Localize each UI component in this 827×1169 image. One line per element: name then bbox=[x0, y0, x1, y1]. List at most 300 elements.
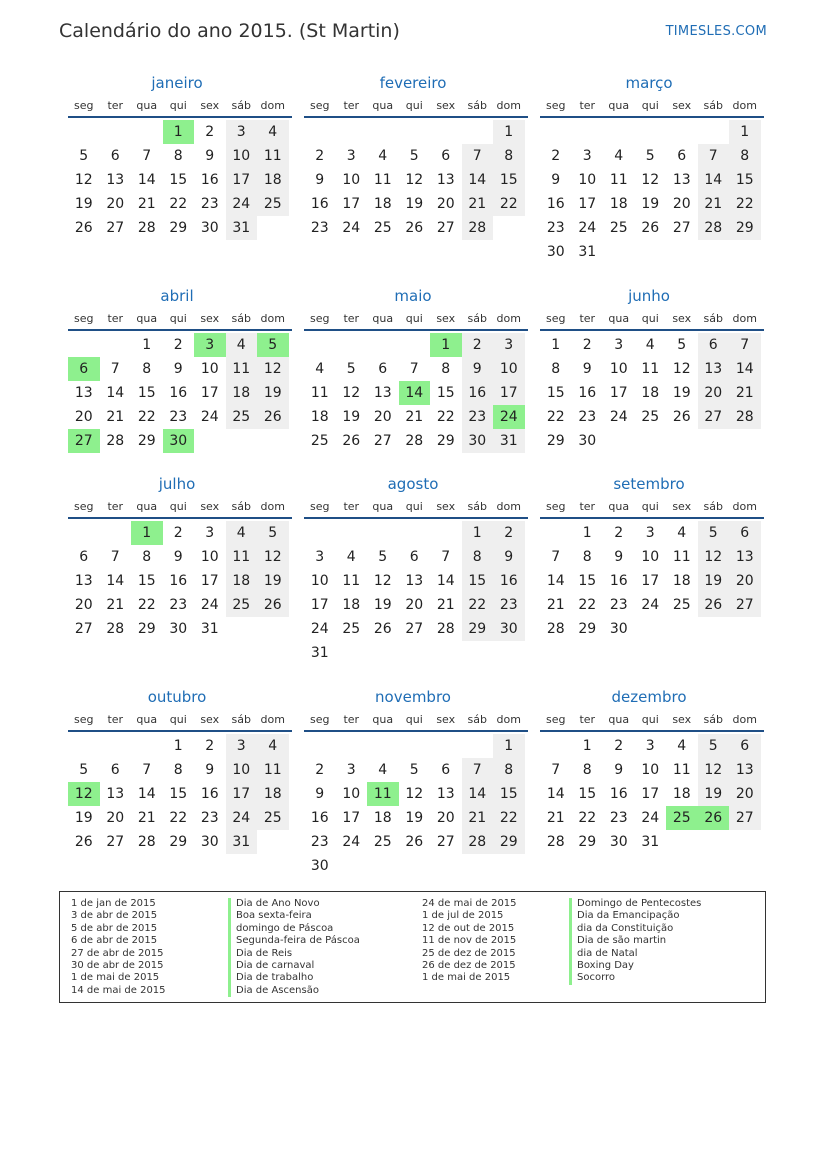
weekday-header bbox=[68, 307, 292, 331]
legend-date: 1 de mai de 2015 bbox=[422, 972, 511, 984]
weekday-label: sex bbox=[436, 98, 456, 112]
weekday-label: sex bbox=[672, 98, 692, 112]
day-cell: 13 bbox=[436, 172, 455, 188]
day-cell: 28 bbox=[405, 433, 424, 449]
day-cell: 21 bbox=[106, 597, 125, 613]
day-cell: 19 bbox=[74, 810, 93, 826]
legend-holiday-name: Segunda-feira de Páscoa bbox=[228, 935, 360, 947]
day-cell: 3 bbox=[645, 525, 655, 541]
weekday-label: sex bbox=[436, 712, 456, 726]
day-cell: 5 bbox=[378, 549, 388, 565]
day-cell: 16 bbox=[310, 196, 329, 212]
weekday-label: sáb bbox=[467, 311, 487, 325]
day-cell: 18 bbox=[226, 381, 258, 405]
day-cell: 26 bbox=[373, 621, 392, 637]
day-cell: 30 bbox=[462, 429, 494, 453]
day-cell: 20 bbox=[698, 381, 730, 405]
day-cell: 27 bbox=[729, 593, 761, 617]
day-cell: 10 bbox=[578, 172, 597, 188]
day-cell: 23 bbox=[310, 834, 329, 850]
day-cell: 9 bbox=[493, 545, 525, 569]
day-cell: 24 bbox=[641, 597, 660, 613]
day-cell: 5 bbox=[79, 148, 89, 164]
day-cell: 13 bbox=[106, 786, 125, 802]
day-cell: 25 bbox=[672, 597, 691, 613]
legend-date: 26 de dez de 2015 bbox=[422, 960, 516, 972]
legend-date: 1 de mai de 2015 bbox=[71, 972, 160, 984]
day-cell: 24 bbox=[609, 409, 628, 425]
day-cell: 16 bbox=[609, 573, 628, 589]
day-cell: 11 bbox=[641, 361, 660, 377]
day-cell: 6 bbox=[729, 734, 761, 758]
day-grid bbox=[68, 521, 288, 641]
day-cell: 1 bbox=[142, 337, 152, 353]
day-cell: 8 bbox=[142, 549, 152, 565]
day-grid bbox=[68, 333, 288, 453]
weekday-label: dom bbox=[496, 98, 521, 112]
day-cell: 24 bbox=[200, 409, 219, 425]
day-cell: 12 bbox=[342, 385, 361, 401]
day-cell: 23 bbox=[578, 409, 597, 425]
day-cell: 19 bbox=[698, 782, 730, 806]
holiday-day: 1 bbox=[131, 521, 163, 545]
month-dezembro bbox=[538, 686, 760, 854]
weekday-label: ter bbox=[343, 499, 360, 513]
day-cell: 10 bbox=[641, 549, 660, 565]
day-cell: 2 bbox=[205, 124, 215, 140]
legend-holiday-name: Dia de trabalho bbox=[228, 972, 360, 984]
day-cell: 18 bbox=[672, 573, 691, 589]
weekday-label: sex bbox=[436, 311, 456, 325]
empty-cell bbox=[100, 521, 132, 545]
day-cell: 7 bbox=[462, 758, 494, 782]
day-cell: 6 bbox=[441, 148, 451, 164]
day-cell: 16 bbox=[462, 381, 494, 405]
brand-link[interactable]: TIMESLES.COM bbox=[665, 24, 767, 39]
day-cell: 20 bbox=[106, 810, 125, 826]
day-cell: 18 bbox=[257, 782, 289, 806]
legend-holiday-name: Domingo de Pentecostes bbox=[569, 898, 701, 910]
day-cell: 19 bbox=[405, 196, 424, 212]
day-cell: 27 bbox=[106, 834, 125, 850]
day-cell: 23 bbox=[462, 405, 494, 429]
day-cell: 8 bbox=[582, 549, 592, 565]
day-cell: 25 bbox=[641, 409, 660, 425]
day-cell: 30 bbox=[609, 621, 628, 637]
day-cell: 19 bbox=[257, 381, 289, 405]
day-cell: 10 bbox=[641, 762, 660, 778]
day-cell: 24 bbox=[578, 220, 597, 236]
month-junho bbox=[538, 285, 760, 453]
holiday-day: 25 bbox=[666, 806, 698, 830]
day-cell: 25 bbox=[373, 220, 392, 236]
day-cell: 3 bbox=[582, 148, 592, 164]
day-cell: 2 bbox=[614, 525, 624, 541]
month-name: março bbox=[625, 74, 673, 92]
day-cell: 3 bbox=[205, 525, 215, 541]
weekday-label: sex bbox=[672, 311, 692, 325]
empty-cell bbox=[572, 120, 604, 144]
day-cell: 10 bbox=[493, 357, 525, 381]
day-cell: 25 bbox=[342, 621, 361, 637]
day-cell: 31 bbox=[578, 244, 597, 260]
weekday-label: sex bbox=[672, 499, 692, 513]
day-cell: 28 bbox=[462, 216, 494, 240]
day-cell: 15 bbox=[137, 385, 156, 401]
day-cell: 17 bbox=[200, 573, 219, 589]
empty-cell bbox=[430, 734, 462, 758]
day-cell: 25 bbox=[373, 834, 392, 850]
legend-date: 30 de abr de 2015 bbox=[71, 960, 164, 972]
day-cell: 14 bbox=[698, 168, 730, 192]
day-cell: 9 bbox=[614, 549, 624, 565]
day-cell: 3 bbox=[645, 738, 655, 754]
weekday-header bbox=[540, 307, 764, 331]
day-cell: 25 bbox=[257, 806, 289, 830]
day-cell: 12 bbox=[373, 573, 392, 589]
weekday-label: sex bbox=[436, 499, 456, 513]
day-cell: 12 bbox=[672, 361, 691, 377]
legend-holiday-name: Socorro bbox=[569, 972, 701, 984]
day-cell: 2 bbox=[315, 762, 325, 778]
day-cell: 4 bbox=[378, 148, 388, 164]
day-cell: 23 bbox=[546, 220, 565, 236]
day-cell: 11 bbox=[257, 758, 289, 782]
day-cell: 28 bbox=[698, 216, 730, 240]
legend-dates-col-1 bbox=[71, 898, 166, 997]
legend-date: 3 de abr de 2015 bbox=[71, 910, 158, 922]
day-cell: 23 bbox=[200, 810, 219, 826]
day-cell: 3 bbox=[315, 549, 325, 565]
day-cell: 19 bbox=[405, 810, 424, 826]
legend-date: 25 de dez de 2015 bbox=[422, 947, 516, 959]
month-novembro bbox=[302, 686, 524, 878]
day-cell: 14 bbox=[436, 573, 455, 589]
day-cell: 27 bbox=[672, 220, 691, 236]
weekday-label: seg bbox=[546, 712, 566, 726]
day-cell: 14 bbox=[106, 573, 125, 589]
day-cell: 20 bbox=[672, 196, 691, 212]
day-cell: 12 bbox=[257, 357, 289, 381]
legend-holiday-name: domingo de Páscoa bbox=[228, 923, 360, 935]
day-cell: 18 bbox=[373, 810, 392, 826]
day-cell: 22 bbox=[578, 597, 597, 613]
day-cell: 26 bbox=[257, 593, 289, 617]
day-cell: 2 bbox=[493, 521, 525, 545]
day-cell: 27 bbox=[729, 806, 761, 830]
day-cell: 31 bbox=[310, 645, 329, 661]
empty-cell bbox=[367, 521, 399, 545]
day-cell: 18 bbox=[373, 196, 392, 212]
empty-cell bbox=[100, 333, 132, 357]
holiday-day: 27 bbox=[68, 429, 100, 453]
day-cell: 12 bbox=[698, 758, 730, 782]
day-cell: 9 bbox=[205, 762, 215, 778]
day-cell: 11 bbox=[226, 545, 258, 569]
empty-cell bbox=[635, 120, 667, 144]
day-cell: 2 bbox=[582, 337, 592, 353]
weekday-label: qui bbox=[405, 712, 423, 726]
empty-cell bbox=[131, 120, 163, 144]
day-cell: 27 bbox=[436, 220, 455, 236]
weekday-label: sex bbox=[200, 712, 220, 726]
weekday-label: qui bbox=[169, 311, 187, 325]
day-cell: 29 bbox=[578, 621, 597, 637]
weekday-label: sex bbox=[200, 311, 220, 325]
holiday-day: 1 bbox=[163, 120, 195, 144]
day-cell: 22 bbox=[493, 192, 525, 216]
day-cell: 14 bbox=[137, 786, 156, 802]
day-cell: 11 bbox=[672, 762, 691, 778]
legend-date: 6 de abr de 2015 bbox=[71, 935, 158, 947]
weekday-header bbox=[68, 495, 292, 519]
day-cell: 7 bbox=[441, 549, 451, 565]
month-name: fevereiro bbox=[379, 74, 447, 92]
day-cell: 14 bbox=[462, 168, 494, 192]
day-cell: 5 bbox=[677, 337, 687, 353]
day-cell: 15 bbox=[436, 385, 455, 401]
weekday-header bbox=[540, 495, 764, 519]
empty-cell bbox=[336, 521, 368, 545]
holiday-day: 5 bbox=[257, 333, 289, 357]
day-cell: 22 bbox=[578, 810, 597, 826]
day-cell: 16 bbox=[200, 786, 219, 802]
day-cell: 15 bbox=[493, 168, 525, 192]
day-cell: 6 bbox=[110, 148, 120, 164]
month-name: abril bbox=[160, 287, 194, 305]
empty-cell bbox=[68, 120, 100, 144]
day-cell: 6 bbox=[441, 762, 451, 778]
weekday-label: dom bbox=[732, 311, 757, 325]
empty-cell bbox=[430, 120, 462, 144]
day-cell: 15 bbox=[462, 569, 494, 593]
weekday-label: ter bbox=[107, 499, 124, 513]
day-cell: 8 bbox=[582, 762, 592, 778]
weekday-label: sex bbox=[200, 499, 220, 513]
day-cell: 26 bbox=[641, 220, 660, 236]
weekday-label: qui bbox=[169, 499, 187, 513]
weekday-header bbox=[304, 307, 528, 331]
day-cell: 12 bbox=[405, 786, 424, 802]
weekday-header bbox=[68, 94, 292, 118]
day-cell: 1 bbox=[729, 120, 761, 144]
day-cell: 18 bbox=[641, 385, 660, 401]
day-cell: 29 bbox=[546, 433, 565, 449]
day-cell: 17 bbox=[641, 573, 660, 589]
weekday-label: qua bbox=[136, 499, 158, 513]
day-cell: 17 bbox=[310, 597, 329, 613]
day-cell: 29 bbox=[462, 617, 494, 641]
day-cell: 22 bbox=[169, 810, 188, 826]
day-cell: 17 bbox=[578, 196, 597, 212]
weekday-label: sáb bbox=[231, 712, 251, 726]
day-cell: 27 bbox=[373, 433, 392, 449]
day-cell: 20 bbox=[74, 597, 93, 613]
day-cell: 30 bbox=[578, 433, 597, 449]
day-cell: 5 bbox=[698, 521, 730, 545]
weekday-label: seg bbox=[74, 311, 94, 325]
day-cell: 5 bbox=[79, 762, 89, 778]
day-cell: 11 bbox=[342, 573, 361, 589]
day-cell: 9 bbox=[315, 786, 325, 802]
weekday-label: ter bbox=[107, 712, 124, 726]
day-cell: 20 bbox=[373, 409, 392, 425]
weekday-label: qui bbox=[169, 98, 187, 112]
empty-cell bbox=[336, 734, 368, 758]
day-cell: 5 bbox=[409, 148, 419, 164]
weekday-label: sáb bbox=[703, 712, 723, 726]
weekday-label: ter bbox=[107, 311, 124, 325]
legend-date: 11 de nov de 2015 bbox=[422, 935, 517, 947]
day-cell: 7 bbox=[409, 361, 419, 377]
holiday-day: 12 bbox=[68, 782, 100, 806]
day-cell: 31 bbox=[493, 429, 525, 453]
empty-cell bbox=[68, 333, 100, 357]
day-cell: 25 bbox=[226, 405, 258, 429]
day-cell: 29 bbox=[137, 621, 156, 637]
day-cell: 3 bbox=[493, 333, 525, 357]
day-cell: 21 bbox=[729, 381, 761, 405]
day-cell: 7 bbox=[110, 549, 120, 565]
day-cell: 22 bbox=[493, 806, 525, 830]
day-cell: 25 bbox=[310, 433, 329, 449]
day-cell: 24 bbox=[226, 806, 258, 830]
day-cell: 26 bbox=[342, 433, 361, 449]
day-cell: 20 bbox=[436, 196, 455, 212]
holiday-day: 6 bbox=[68, 357, 100, 381]
weekday-header bbox=[540, 94, 764, 118]
day-cell: 6 bbox=[378, 361, 388, 377]
day-cell: 31 bbox=[200, 621, 219, 637]
day-cell: 19 bbox=[257, 569, 289, 593]
day-cell: 29 bbox=[578, 834, 597, 850]
month-name: dezembro bbox=[611, 688, 687, 706]
weekday-label: qua bbox=[608, 712, 630, 726]
weekday-label: qua bbox=[136, 98, 158, 112]
holiday-day: 11 bbox=[367, 782, 399, 806]
weekday-label: sex bbox=[200, 98, 220, 112]
day-grid bbox=[304, 120, 524, 240]
day-cell: 30 bbox=[200, 834, 219, 850]
weekday-label: sáb bbox=[467, 98, 487, 112]
day-cell: 15 bbox=[169, 786, 188, 802]
day-grid bbox=[304, 734, 524, 878]
weekday-label: ter bbox=[579, 499, 596, 513]
day-cell: 26 bbox=[405, 834, 424, 850]
day-cell: 17 bbox=[200, 385, 219, 401]
day-cell: 20 bbox=[74, 409, 93, 425]
day-cell: 1 bbox=[493, 734, 525, 758]
legend-holiday-name: Dia de Ascensão bbox=[228, 985, 360, 997]
month-agosto bbox=[302, 473, 524, 665]
empty-cell bbox=[666, 120, 698, 144]
weekday-label: dom bbox=[260, 712, 285, 726]
day-cell: 5 bbox=[409, 762, 419, 778]
weekday-label: seg bbox=[310, 98, 330, 112]
weekday-label: seg bbox=[74, 712, 94, 726]
weekday-label: sáb bbox=[467, 499, 487, 513]
month-name: novembro bbox=[375, 688, 451, 706]
day-cell: 13 bbox=[106, 172, 125, 188]
weekday-label: qua bbox=[608, 499, 630, 513]
day-cell: 3 bbox=[614, 337, 624, 353]
day-cell: 17 bbox=[609, 385, 628, 401]
day-cell: 9 bbox=[614, 762, 624, 778]
empty-cell bbox=[131, 734, 163, 758]
weekday-label: seg bbox=[546, 311, 566, 325]
day-cell: 8 bbox=[173, 148, 183, 164]
day-cell: 21 bbox=[462, 192, 494, 216]
holiday-day: 1 bbox=[430, 333, 462, 357]
day-cell: 29 bbox=[436, 433, 455, 449]
weekday-label: dom bbox=[496, 712, 521, 726]
weekday-label: dom bbox=[260, 311, 285, 325]
empty-cell bbox=[462, 734, 494, 758]
empty-cell bbox=[367, 120, 399, 144]
day-cell: 14 bbox=[729, 357, 761, 381]
holiday-day: 26 bbox=[698, 806, 730, 830]
day-cell: 4 bbox=[315, 361, 325, 377]
day-cell: 15 bbox=[729, 168, 761, 192]
day-cell: 7 bbox=[142, 762, 152, 778]
day-cell: 22 bbox=[729, 192, 761, 216]
month-name: janeiro bbox=[151, 74, 203, 92]
day-cell: 6 bbox=[409, 549, 419, 565]
legend-holiday-name: Boxing Day bbox=[569, 960, 701, 972]
day-cell: 23 bbox=[169, 597, 188, 613]
weekday-header bbox=[540, 708, 764, 732]
legend-holiday-name: dia da Constituição bbox=[569, 923, 701, 935]
empty-cell bbox=[336, 333, 368, 357]
day-cell: 17 bbox=[641, 786, 660, 802]
day-cell: 14 bbox=[546, 573, 565, 589]
weekday-label: qua bbox=[608, 311, 630, 325]
day-cell: 19 bbox=[342, 409, 361, 425]
month-abril bbox=[66, 285, 288, 453]
weekday-label: qua bbox=[136, 311, 158, 325]
day-cell: 31 bbox=[226, 830, 258, 854]
day-cell: 10 bbox=[609, 361, 628, 377]
day-cell: 8 bbox=[493, 758, 525, 782]
day-cell: 3 bbox=[346, 762, 356, 778]
day-cell: 21 bbox=[546, 810, 565, 826]
day-cell: 7 bbox=[698, 144, 730, 168]
legend-names-col-1 bbox=[228, 898, 360, 997]
day-cell: 26 bbox=[405, 220, 424, 236]
empty-cell bbox=[100, 734, 132, 758]
day-cell: 13 bbox=[373, 385, 392, 401]
weekday-label: ter bbox=[343, 311, 360, 325]
day-cell: 6 bbox=[677, 148, 687, 164]
day-cell: 22 bbox=[436, 409, 455, 425]
weekday-header bbox=[304, 708, 528, 732]
day-cell: 26 bbox=[74, 220, 93, 236]
day-cell: 18 bbox=[226, 569, 258, 593]
day-cell: 30 bbox=[493, 617, 525, 641]
day-cell: 4 bbox=[257, 120, 289, 144]
day-cell: 13 bbox=[729, 758, 761, 782]
day-cell: 18 bbox=[257, 168, 289, 192]
day-grid bbox=[540, 120, 760, 264]
day-cell: 30 bbox=[310, 858, 329, 874]
day-cell: 22 bbox=[462, 593, 494, 617]
weekday-label: qui bbox=[641, 311, 659, 325]
weekday-header bbox=[304, 495, 528, 519]
month-name: setembro bbox=[613, 475, 685, 493]
day-cell: 4 bbox=[677, 738, 687, 754]
day-cell: 10 bbox=[226, 758, 258, 782]
day-cell: 31 bbox=[226, 216, 258, 240]
